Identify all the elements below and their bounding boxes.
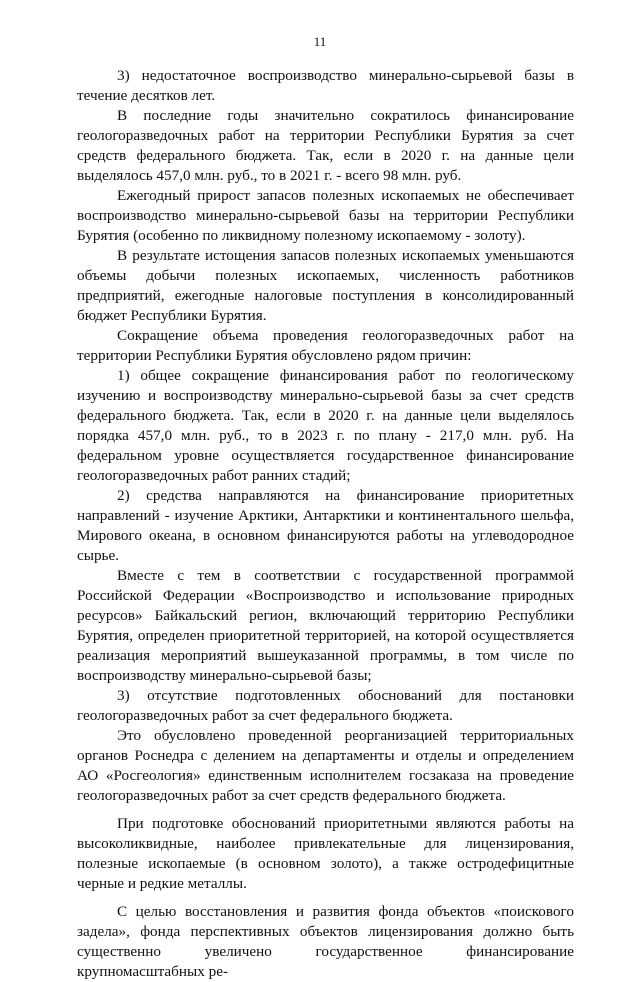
paragraph-9: 3) отсутствие подготовленных обоснований для постановки геологоразведочных работ за счет федерального бюджета. [77,687,574,724]
paragraph-4: В результате истощения запасов полезных ископаемых уменьшаются объемы добычи полезных ископаемых, численность работников предприятий, ежегодные налоговые поступления в консолидированный бюджет Республики Бурятия. [77,247,574,324]
paragraph-7: 2) средства направляются на финансирование приоритетных направлений - изучение Арктики, Антарктики и континентального шельфа, Мирового океана, в основном финансируются работы на углеводородное сырье. [77,487,574,564]
paragraph-6: 1) общее сокращение финансирования работ по геологическому изучению и воспроизводству минерально-сырьевой базы за счет средств федерального бюджета. Так, если в 2020 г. на данные цели выделялось порядка 457,0 млн. руб., то в 2023 г. по плану - 217,0 млн. руб. На федеральном уровне осуществляется государственное финансирование геологоразведочных работ ранних стадий; [77,367,574,484]
paragraph-3: Ежегодный прирост запасов полезных ископаемых не обеспечивает воспроизводство минерально-сырьевой базы на территории Республики Бурятия (особенно по ликвидному полезному ископаемому - золоту). [77,187,574,244]
paragraph-5: Сокращение объема проведения геологоразведочных работ на территории Республики Бурятия обусловлено рядом причин: [77,327,574,364]
paragraph-12: С целью восстановления и развития фонда объектов «поискового задела», фонда перспективных объектов лицензирования должно быть существенно увеличено государственное финансирование крупномасштабных ре- [77,903,574,980]
paragraph-2: В последние годы значительно сократилось финансирование геологоразведочных работ на территории Республики Бурятия за счет средств федерального бюджета. Так, если в 2020 г. на данные цели выделялось 457,0 млн. руб., то в 2021 г. - всего 98 млн. руб. [77,107,574,184]
body-text [77,66,574,982]
paragraph-11: При подготовке обоснований приоритетными являются работы на высоколиквидные, наиболее привлекательные для лицензирования, полезные ископаемые (в основном золото), а также остродефицитные черные и редкие металлы. [77,815,574,892]
paragraph-10: Это обусловлено проведенной реорганизацией территориальных органов Роснедра с делением на департаменты и отделы и определением АО «Росгеология» единственным исполнителем госзаказа на проведение геологоразведочных работ за счет средств федерального бюджета. [77,727,574,804]
page-number: 11 [313,34,327,49]
paragraph-8: Вместе с тем в соответствии с государственной программой Российской Федерации «Воспроизводство и использование природных ресурсов» Байкальский регион, включающий территорию Республики Бурятия, определен приоритетной территорией, на которой осуществляется реализация мероприятий вышеуказанной программы, в том числе по воспроизводству минерально-сырьевой базы; [77,567,574,684]
paragraph-1: 3) недостаточное воспроизводство минерально-сырьевой базы в течение десятков лет. [77,67,574,104]
